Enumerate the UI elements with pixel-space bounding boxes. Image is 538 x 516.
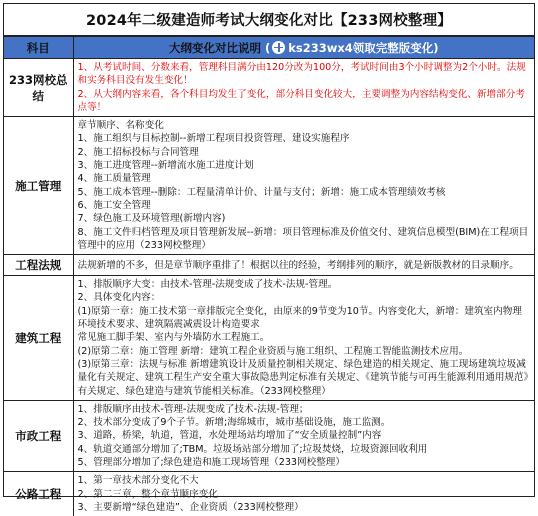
comparison-sheet bbox=[3, 3, 535, 513]
table-row bbox=[4, 255, 534, 276]
table-row bbox=[4, 472, 534, 516]
row-category: 建筑工程 bbox=[4, 276, 73, 401]
row-content bbox=[73, 117, 534, 255]
table-row bbox=[4, 400, 534, 471]
comparison-table bbox=[4, 36, 534, 516]
content-line: 3、道路，桥梁，轨道，管道，水处理场站均增加了“安全质量控制”内容 bbox=[77, 430, 382, 442]
content-line: 章节顺序、名称变化 bbox=[77, 120, 164, 132]
row-category: 公路工程 bbox=[4, 472, 73, 516]
page-title: 2024年二级建造师考试大纲变化对比【233网校整理】 bbox=[4, 4, 534, 36]
content-line: 2、第二三章，整个章节顺序变化 bbox=[77, 488, 218, 500]
row-category: 市政工程 bbox=[4, 400, 73, 471]
table-row bbox=[4, 59, 534, 117]
plus-icon bbox=[272, 41, 285, 54]
content-line: 1、排版顺序大变：由技术-管理-法规变成了技术-法规-管理。 bbox=[77, 279, 338, 291]
content-line: 1、施工组织与目标控制--新增工程项目投资管理、建设实施程序 bbox=[77, 133, 350, 145]
row-category: 施工管理 bbox=[4, 117, 73, 255]
content-line: 常见施工脚手架、室内与外墙防水工程施工。 bbox=[77, 332, 270, 344]
row-content bbox=[73, 276, 534, 401]
content-line: 1、排版顺序由技术-管理-法规变成了技术-法规-管理； bbox=[77, 403, 309, 415]
row-content bbox=[73, 255, 534, 276]
content-line: 5、施工成本管理--删除：工程量清单计价、计量与支付；新增：施工成本管理绩效考核 bbox=[77, 186, 446, 198]
content-line: 2、技术部分变成了9个子节。新增;海绵城市，城市基础设施，施工监测。 bbox=[77, 417, 391, 429]
promo-text: ks233wx4领取完整版变化 bbox=[288, 40, 434, 55]
content-line: 1、第一章技术部分变化不大 bbox=[77, 475, 199, 487]
content-line: 7、绿色施工及环境管理(新增内容) bbox=[77, 213, 226, 225]
row-content bbox=[73, 472, 534, 516]
content-line: 4、轨道交通部分增加了;TBM。垃圾场站部分增加了;垃圾焚烧，垃圾资源回收利用 bbox=[77, 443, 428, 455]
content-line: 3、主要新增“绿色建造”、企业资质（233网校整理） bbox=[77, 501, 304, 513]
header-promo: ( ks233wx4领取完整版变化 ) bbox=[264, 40, 439, 55]
row-category: 233网校总结 bbox=[4, 59, 73, 117]
content-line: 6、施工安全管理 bbox=[77, 199, 151, 211]
content-line: 4、施工质量管理 bbox=[77, 173, 151, 185]
row-content bbox=[73, 59, 534, 117]
content-line: 1、从考试时间、分数来看，管理科目满分由120分改为100分，考试时间由3个小时调整为2个小时。法规和实务科目没有发生变化！ bbox=[77, 62, 526, 87]
header-description-label: 大纲变化对比说明 bbox=[168, 40, 261, 55]
content-line: (2)原第二章：施工管理 新增：建筑工程企业资质与施工组织、工程施工智能监测技术应用。 bbox=[77, 345, 469, 357]
table-row bbox=[4, 276, 534, 401]
content-line: (1)原第一章：施工技术第一章排版完全变化，由原来的9节变为10节。内容变化大，新增：建筑室内物理环境技术要求、建筑隔震减震设计构造要求 bbox=[77, 305, 522, 331]
header-description bbox=[73, 37, 534, 59]
content-line: 3、施工进度管理--新增流水施工进度计划 bbox=[77, 160, 254, 172]
row-category: 工程法规 bbox=[4, 255, 73, 276]
header-subject: 科目 bbox=[4, 37, 73, 59]
content-line: 2、从大纲内容来看，各个科目均发生了变化，部分科目变化较大，主要调整为内容结构变化、新增部分考点等！ bbox=[77, 88, 525, 113]
content-line: 5、管理部分增加了;绿色建造和施工现场管理（233网校整理） bbox=[77, 457, 345, 469]
content-line: (3)原第三章：法规与标准 新增建筑设计及质量控制相关规定、绿色建造的相关规定、施工现场建筑垃圾减量化有关规定、建筑工程生产安全重大事故隐患判定标准有关规定、《建筑节能与可再生能源利用通用规范》有关规定、绿色建造与建筑节能相关标准。（233网校整理） bbox=[77, 358, 529, 397]
content-line: 2、具体变化内容： bbox=[77, 292, 161, 304]
row-content bbox=[73, 400, 534, 471]
table-header-row bbox=[4, 37, 534, 59]
table-row bbox=[4, 117, 534, 255]
content-line: 2、施工招标投标与合同管理 bbox=[77, 146, 199, 158]
content-line: 法规新增的不多，但是章节顺序重排了！根据以往的经验，考纲排列的顺序，就是新版教材的目录顺序。 bbox=[77, 259, 519, 271]
content-line: 8、施工文件归档管理及项目管理新发展--新增：项目管理标准及价值交付、建筑信息模型(BIM)在工程项目管理中的应用（233网校整理） bbox=[77, 226, 529, 251]
